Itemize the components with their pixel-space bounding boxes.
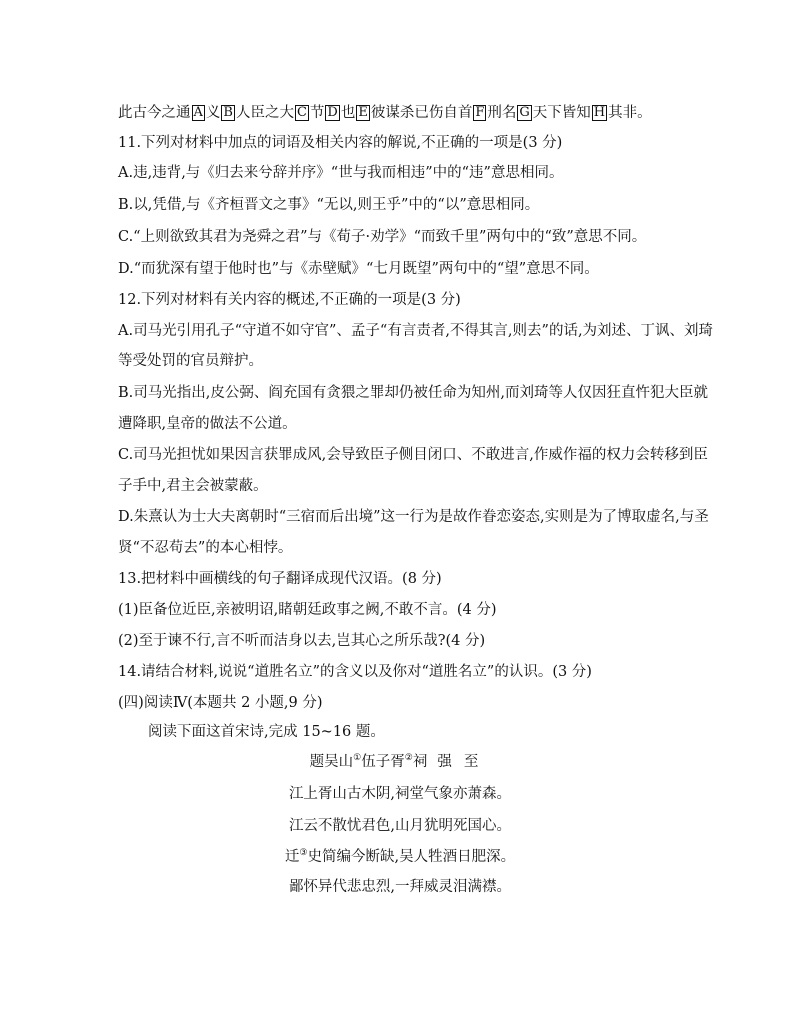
question-11-option-c: C.“上则欲致其君为尧舜之君”与《荀子·劝学》“而致千里”两句中的“致”意思不同。 xyxy=(118,229,647,245)
sentence-segment: 义 xyxy=(205,105,221,121)
question-11-option-a: A.违,违背,与《归去来兮辞并序》“世与我而相违”中的“违”意思相同。 xyxy=(118,165,564,181)
sentence-segment: 其非。 xyxy=(608,105,652,121)
poem-line-2: 江云不散忧君色,山月犹明死国心。 xyxy=(288,818,512,834)
question-12-option-b-line2: 遭降职,皇帝的做法不公道。 xyxy=(118,416,297,432)
sentence-segment: 天下皆知 xyxy=(532,105,591,121)
section-heading: (四)阅读Ⅳ(本题共 2 小题,9 分) xyxy=(118,695,323,711)
question-12-option-c-line1: C.司马光担忧如果因言获罪成风,会导致臣子侧目闭口、不敢进言,作威作福的权力会转移到臣 xyxy=(118,447,708,463)
question-11-stem: 11.下列对材料中加点的词语及相关内容的解说,不正确的一项是(3 分) xyxy=(118,135,563,151)
marker-box-c: C xyxy=(296,105,307,120)
question-12-option-a-line2: 等受处罚的官员辩护。 xyxy=(118,353,263,369)
footnote-marker: ① xyxy=(353,753,362,763)
question-12-option-d-line1: D.朱熹认为士大夫离朝时“三宿而后出境”这一行为是故作眷恋姿态,实则是为了博取虚名,与圣 xyxy=(118,509,709,525)
marker-box-f: F xyxy=(475,105,485,120)
footnote-marker: ② xyxy=(404,753,413,763)
marker-box-d: D xyxy=(327,105,338,120)
question-12-option-d-line2: 贤“不忍苟去”的本心相悖。 xyxy=(118,540,293,556)
question-12-option-c-line2: 子手中,君主会被蒙蔽。 xyxy=(118,478,268,494)
marker-box-e: E xyxy=(358,105,368,120)
question-13-stem: 13.把材料中画横线的句子翻译成现代汉语。(8 分) xyxy=(118,571,442,587)
poem-line-4: 鄙怀异代悲忠烈,一拜威灵泪满襟。 xyxy=(288,879,512,895)
sentence-segment: 彼谋杀已伤自首 xyxy=(370,105,473,121)
sentence-segment: 节 xyxy=(309,105,325,121)
poem-line-1: 江上胥山古木阴,祠堂气象亦萧森。 xyxy=(288,786,512,802)
marker-box-h: H xyxy=(593,105,606,120)
reading-instruction: 阅读下面这首宋诗,完成 15~16 题。 xyxy=(148,724,385,740)
question-11-option-d: D.“而犹深有望于他时也”与《赤壁赋》“七月既望”两句中的“望”意思不同。 xyxy=(118,261,599,277)
poem-title: 题吴山①伍子胥②祠 强至 xyxy=(309,753,491,770)
question-11-option-b: B.以,凭借,与《齐桓晋文之事》“无以,则王乎”中的“以”意思相同。 xyxy=(118,197,540,213)
text-line-continuation xyxy=(118,103,718,123)
question-14: 14.请结合材料,说说“道胜名立”的含义以及你对“道胜名立”的认识。(3 分) xyxy=(118,664,592,680)
footnote-marker: ③ xyxy=(299,848,308,858)
question-13-sentence-1: (1)臣备位近臣,亲被明诏,睹朝廷政事之阙,不敢不言。(4 分) xyxy=(118,602,497,618)
question-12-stem: 12.下列对材料有关内容的概述,不正确的一项是(3 分) xyxy=(118,292,461,308)
sentence-segment: 人臣之大 xyxy=(235,105,294,121)
question-12-option-a-line1: A.司马光引用孔子“守道不如守官”、孟子“有言责者,不得其言,则去”的话,为刘述、丁讽、刘琦 xyxy=(118,323,714,339)
sentence-segment: 刑名 xyxy=(487,105,517,121)
marker-box-g: G xyxy=(519,105,530,120)
question-12-option-b-line1: B.司马光指出,皮公弼、阎充国有贪猥之罪却仍被任命为知州,而刘琦等人仅因狂直忤犯大臣就 xyxy=(118,385,708,401)
poem-line-3: 迁③史简编今断缺,吴人牲酒日肥深。 xyxy=(284,848,516,865)
poem-author: 强至 xyxy=(437,754,491,770)
sentence-segment: 也 xyxy=(340,105,356,121)
marker-box-b: B xyxy=(223,105,233,120)
question-13-sentence-2: (2)至于谏不行,言不听而洁身以去,岂其心之所乐哉?(4 分) xyxy=(118,633,486,649)
sentence-segment: 此古今之通 xyxy=(118,105,191,121)
marker-box-a: A xyxy=(193,105,203,120)
